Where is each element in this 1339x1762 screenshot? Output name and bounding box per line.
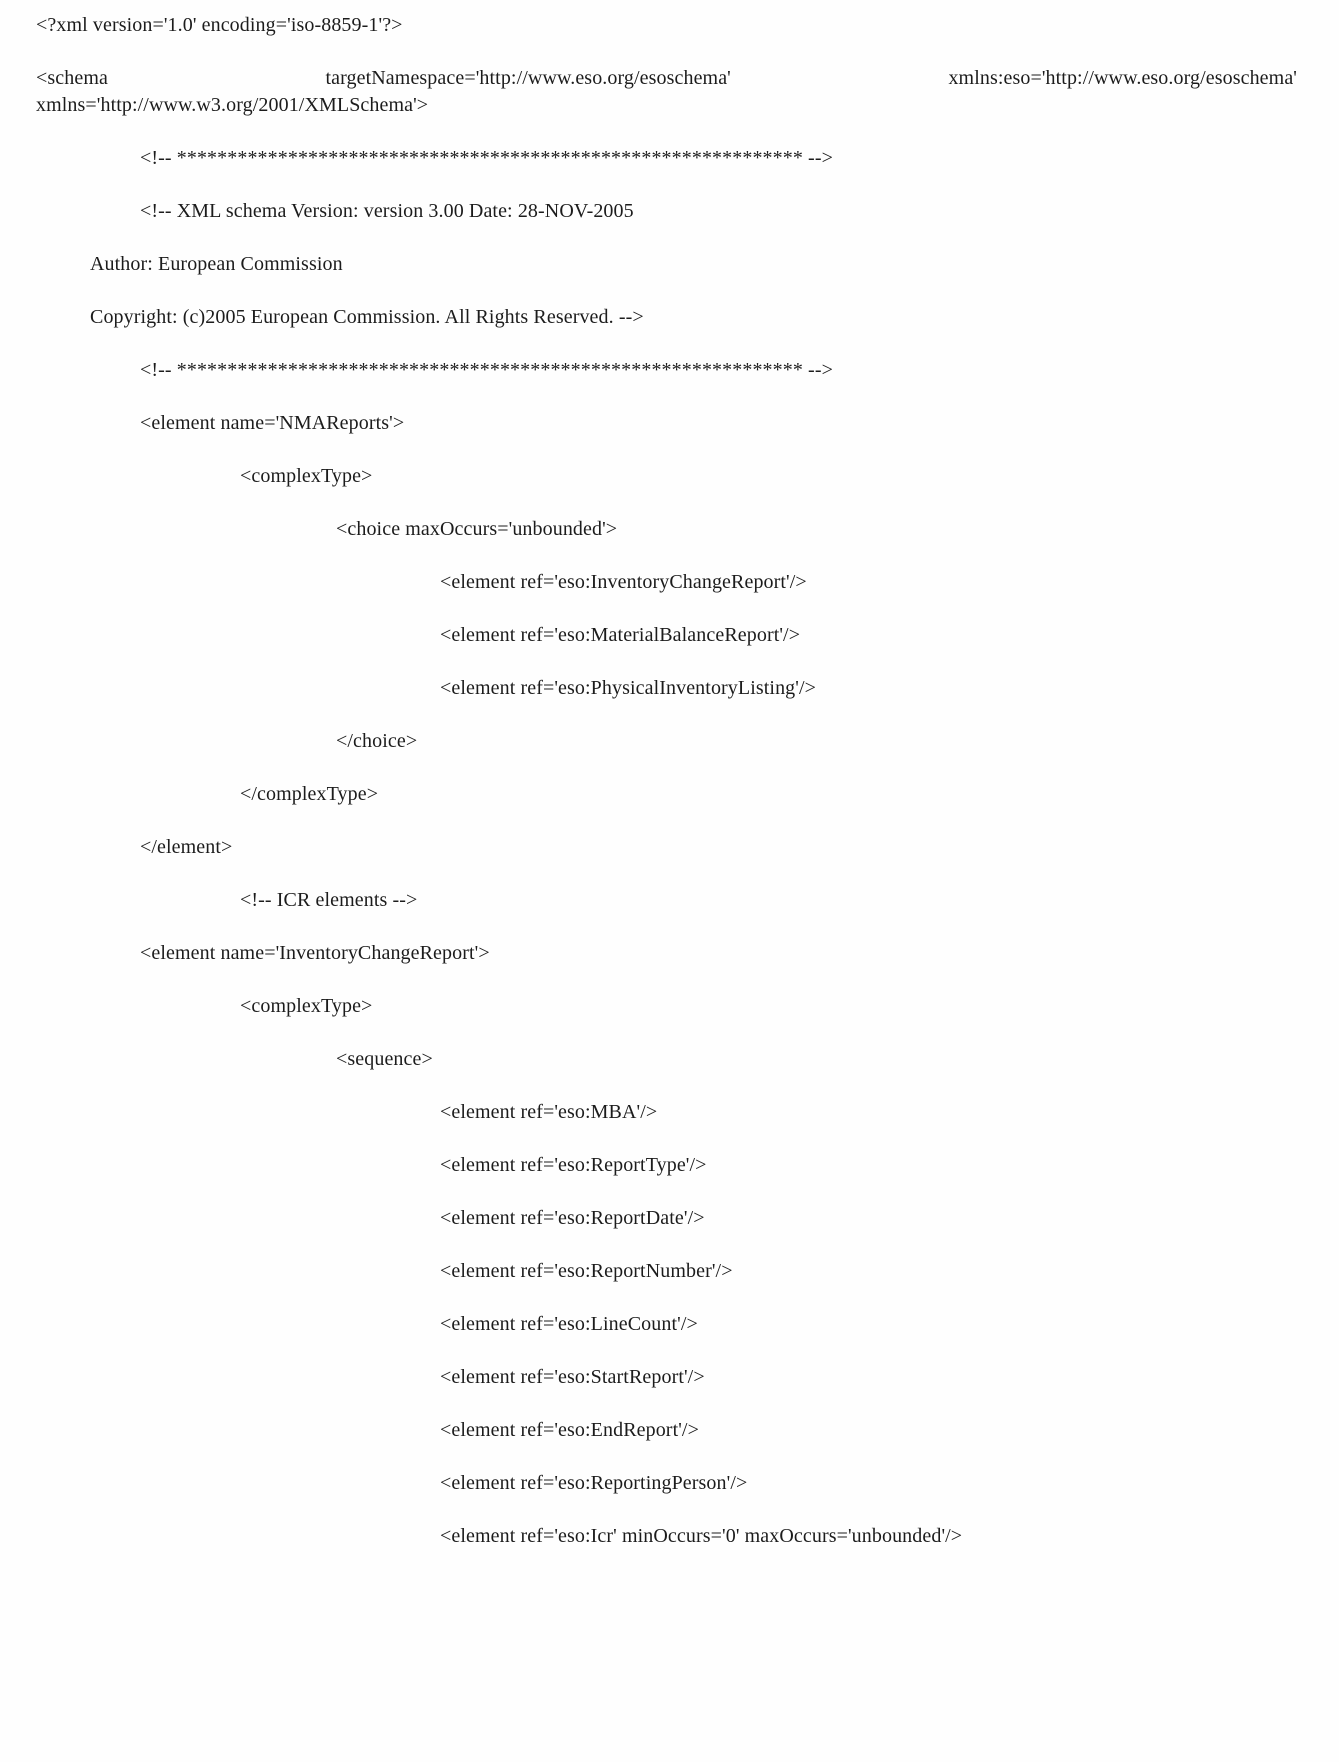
- code-line: <element ref='eso:ReportDate'/>: [440, 1207, 705, 1229]
- code-line: <element ref='eso:ReportType'/>: [440, 1154, 707, 1176]
- code-line: <!-- ICR elements -->: [240, 889, 418, 911]
- code-line: <element ref='eso:LineCount'/>: [440, 1313, 698, 1335]
- code-line: <element ref='eso:MBA'/>: [440, 1101, 658, 1123]
- code-line: <element ref='eso:PhysicalInventoryListing'/>: [440, 677, 817, 699]
- code-line: </complexType>: [240, 783, 379, 805]
- code-line: <?xml version='1.0' encoding='iso-8859-1'?>: [36, 14, 403, 36]
- code-line: <!-- ************************************************************** -->: [140, 359, 833, 381]
- code-segment: xmlns:eso='http://www.eso.org/esoschema': [948, 67, 1297, 89]
- code-line: Author: European Commission: [90, 253, 343, 275]
- code-line: <element ref='eso:Icr' minOccurs='0' maxOccurs='unbounded'/>: [440, 1525, 963, 1547]
- code-line: xmlns='http://www.w3.org/2001/XMLSchema'>: [36, 94, 429, 116]
- code-line: <choice maxOccurs='unbounded'>: [336, 518, 618, 540]
- code-line: <!-- XML schema Version: version 3.00 Date: 28-NOV-2005: [140, 200, 634, 222]
- code-line: <element name='NMAReports'>: [140, 412, 405, 434]
- code-line: </element>: [140, 836, 233, 858]
- code-line: <element ref='eso:StartReport'/>: [440, 1366, 705, 1388]
- code-document: [0, 12, 1339, 1550]
- code-line: [36, 65, 1297, 92]
- code-line: <sequence>: [336, 1048, 433, 1070]
- code-line: <element ref='eso:EndReport'/>: [440, 1419, 699, 1441]
- code-segment: <schema: [36, 67, 108, 89]
- code-line: <element ref='eso:ReportingPerson'/>: [440, 1472, 748, 1494]
- code-line: Copyright: (c)2005 European Commission. All Rights Reserved. -->: [90, 306, 644, 328]
- code-line: <element ref='eso:InventoryChangeReport'/>: [440, 571, 807, 593]
- code-line: <element ref='eso:MaterialBalanceReport'/>: [440, 624, 801, 646]
- code-line: <complexType>: [240, 995, 373, 1017]
- code-line: <complexType>: [240, 465, 373, 487]
- code-line: </choice>: [336, 730, 418, 752]
- code-line: <element ref='eso:ReportNumber'/>: [440, 1260, 733, 1282]
- code-line: <element name='InventoryChangeReport'>: [140, 942, 490, 964]
- code-segment: targetNamespace='http://www.eso.org/esoschema': [325, 67, 731, 89]
- code-line: <!-- ************************************************************** -->: [140, 147, 833, 169]
